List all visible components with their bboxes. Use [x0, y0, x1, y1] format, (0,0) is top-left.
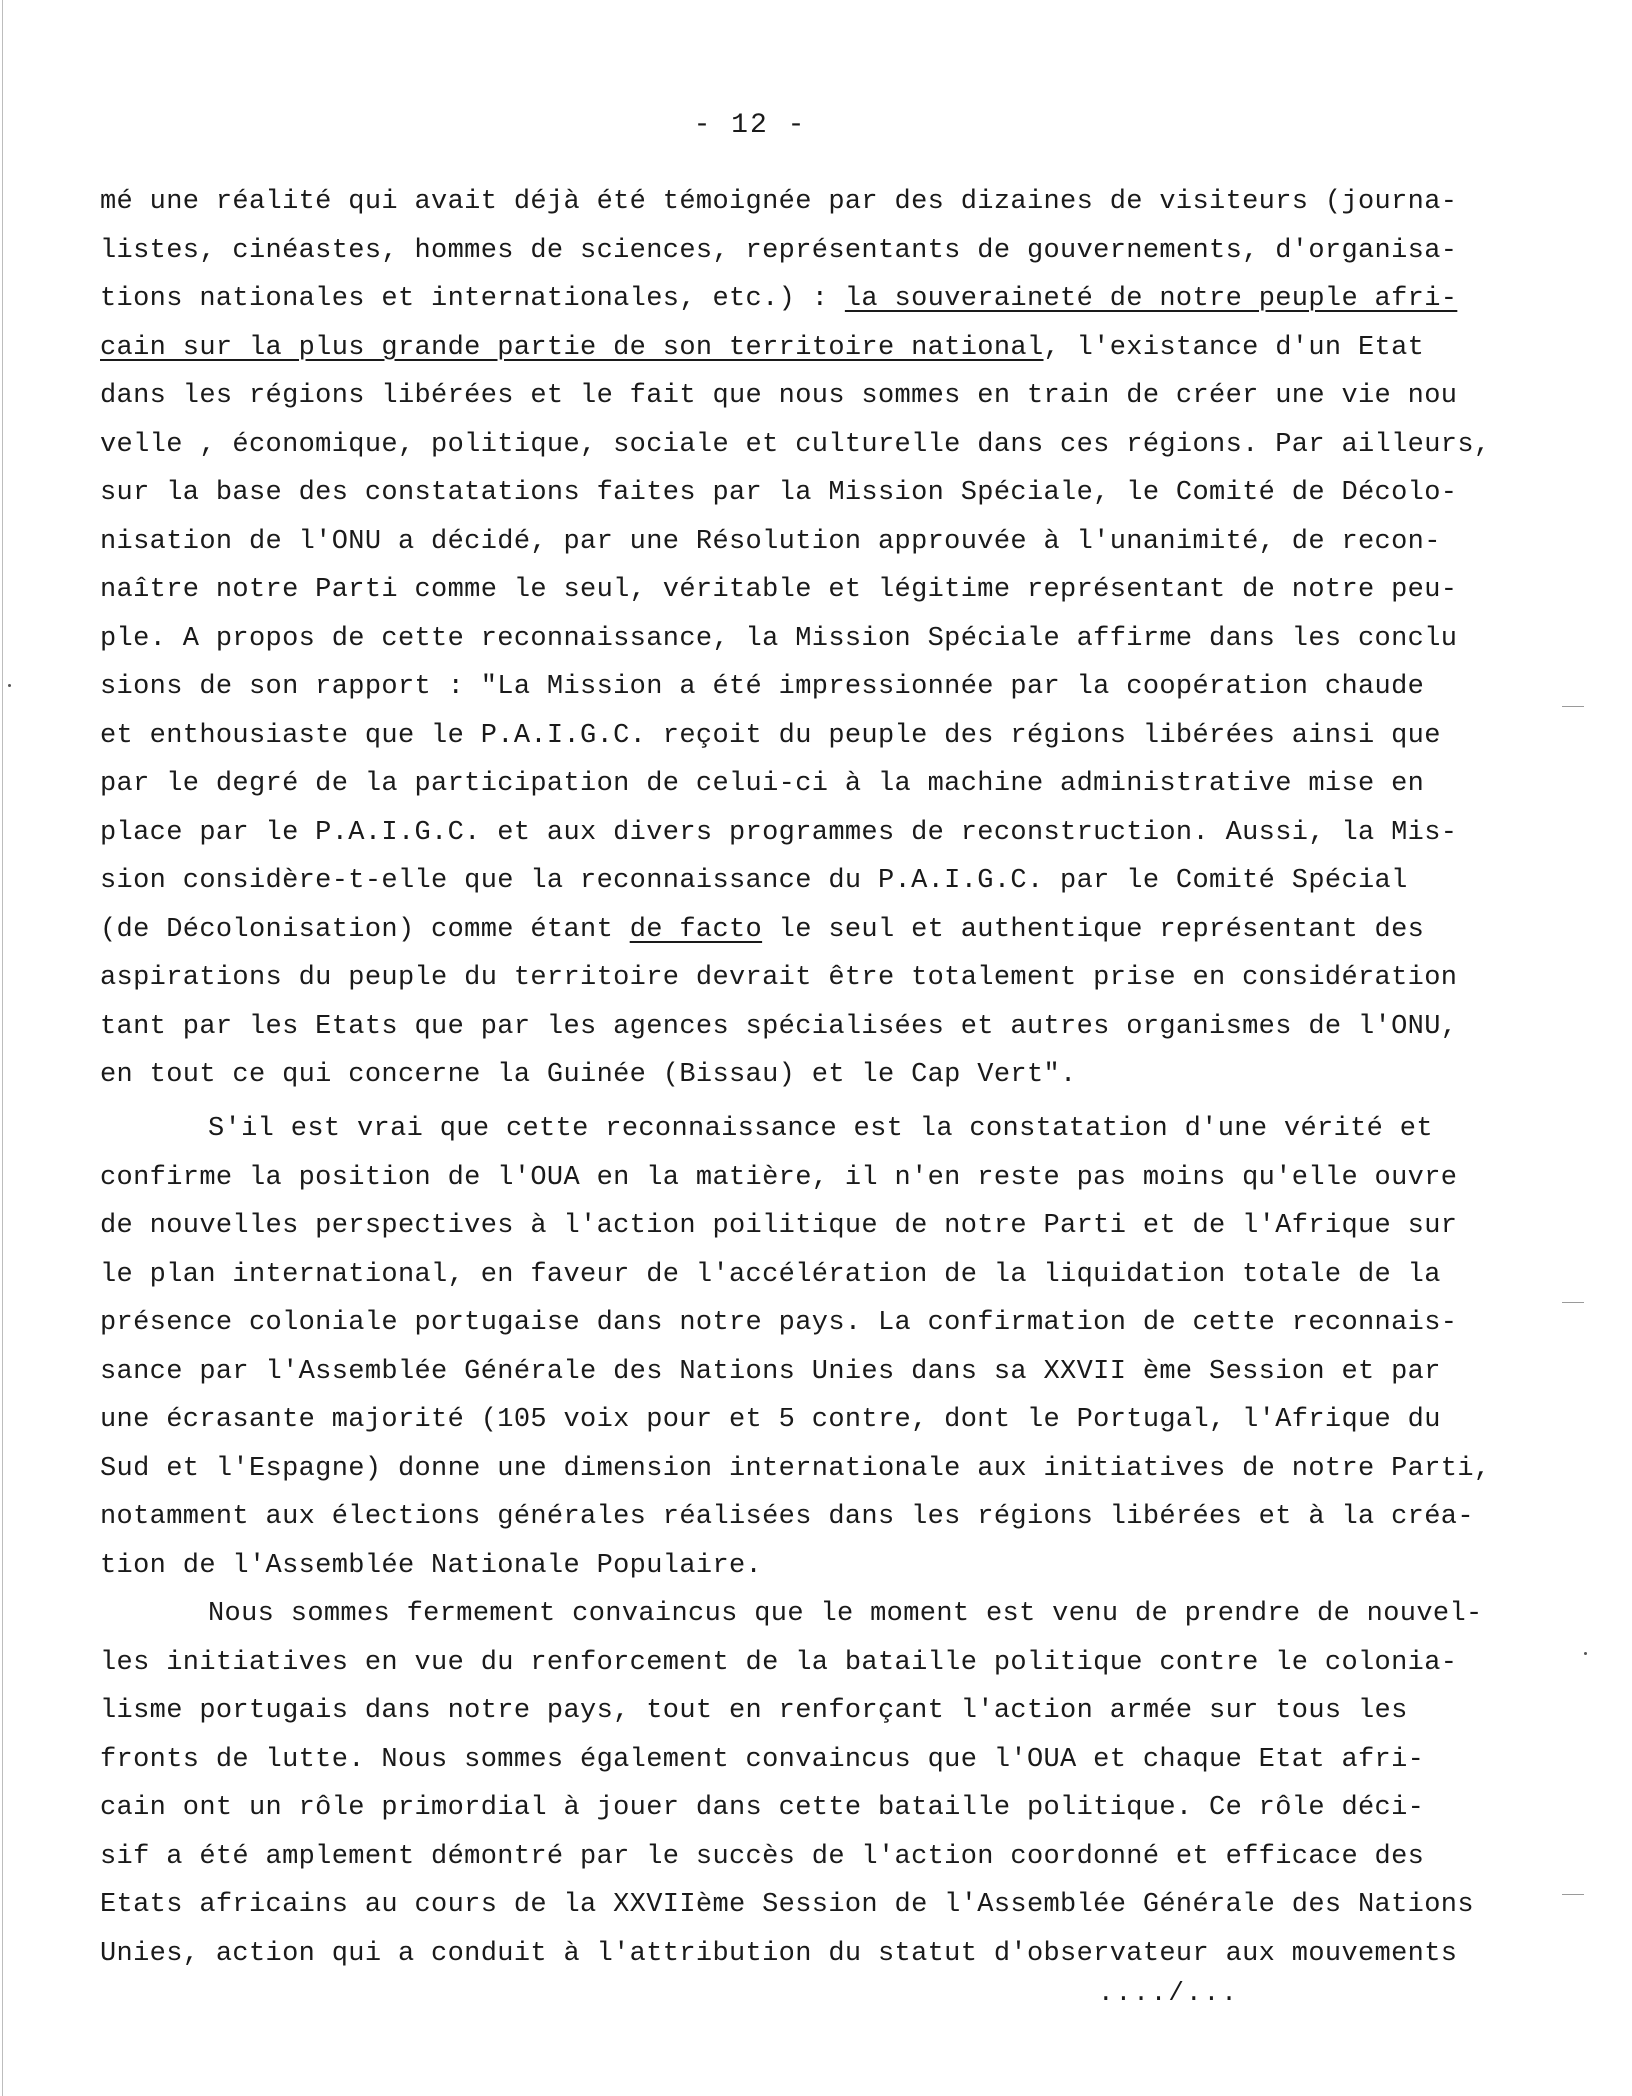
text-line [100, 1736, 1480, 1785]
text-segment: sance par l'Assemblée Générale des Nations Unies dans sa XXVII ème Session et par [100, 1356, 1441, 1387]
scan-dot [8, 684, 11, 687]
scan-speck [1562, 1894, 1584, 1895]
scan-dot [1584, 1652, 1587, 1655]
text-segment: les initiatives en vue du renforcement de la bataille politique contre le colonia- [100, 1647, 1458, 1678]
text-line [100, 1542, 1480, 1591]
text-segment: le seul et authentique représentant des [762, 914, 1425, 945]
text-segment: et enthousiaste que le P.A.I.G.C. reçoit du peuple des régions libérées ainsi que [100, 720, 1441, 751]
text-segment: tion de l'Assemblée Nationale Populaire. [100, 1550, 763, 1581]
text-segment: place par le P.A.I.G.C. et aux divers programmes de reconstruction. Aussi, la Mis- [100, 817, 1458, 848]
paragraph-3 [100, 1590, 1483, 1978]
text-segment: sif a été amplement démontré par le succès de l'action coordonné et efficace des [100, 1841, 1425, 1872]
text-segment: , l'existance d'un Etat [1043, 332, 1425, 363]
text-segment: tions nationales et internationales, etc.) : [100, 284, 845, 314]
text-line [100, 1687, 1480, 1736]
scan-speck [1562, 706, 1584, 707]
text-line [100, 1639, 1480, 1688]
text-line [100, 469, 1480, 518]
text-line [100, 1881, 1480, 1930]
text-line [100, 1105, 1480, 1154]
text-segment: ple. A propos de cette reconnaissance, la Mission Spéciale affirme dans les conclu [100, 623, 1458, 654]
text-segment: velle , économique, politique, sociale et culturelle dans ces régions. Par ailleurs, [100, 429, 1491, 460]
underlined-text: cain sur la plus grande partie de son territoire national [100, 332, 1044, 363]
page-number: - 12 - [693, 110, 807, 141]
text-line [100, 615, 1480, 664]
text-line [100, 1348, 1480, 1397]
text-segment: sion considère-t-elle que la reconnaissance du P.A.I.G.C. par le Comité Spécial [100, 866, 1408, 896]
scan-speck [1562, 1302, 1584, 1303]
text-line [100, 1299, 1480, 1348]
text-line [100, 421, 1491, 470]
text-line [100, 954, 1480, 1003]
text-segment: aspirations du peuple du territoire devrait être totalement prise en considération [100, 963, 1458, 993]
text-segment: par le degré de la participation de celui-ci à la machine administrative mise en [100, 769, 1425, 799]
text-segment: cain ont un rôle primordial à jouer dans cette bataille politique. Ce rôle déci- [100, 1793, 1425, 1823]
text-segment: fronts de lutte. Nous sommes également convaincus que l'OUA et chaque Etat afri- [100, 1744, 1425, 1775]
text-line [100, 1251, 1480, 1300]
text-line [100, 1930, 1480, 1979]
text-line [100, 518, 1480, 567]
text-line [100, 1784, 1480, 1833]
text-line [100, 178, 1480, 227]
text-line [100, 1396, 1480, 1445]
text-segment: une écrasante majorité (105 voix pour et 5 contre, dont le Portugal, l'Afrique du [100, 1405, 1441, 1435]
text-line [100, 324, 1480, 373]
text-line [100, 1493, 1480, 1542]
text-line [100, 906, 1480, 955]
continuation-mark: ..../... [1098, 1978, 1239, 2008]
text-segment: en tout ce qui concerne la Guinée (Bissau) et le Cap Vert". [100, 1060, 1077, 1090]
paragraph-2 [100, 1105, 1491, 1590]
underlined-text: la souveraineté de notre peuple afri- [844, 284, 1458, 314]
text-line [100, 712, 1480, 761]
text-line [100, 663, 1480, 712]
text-segment: tant par les Etats que par les agences spécialisées et autres organismes de l'ONU, [100, 1011, 1458, 1042]
text-line [100, 1051, 1480, 1100]
text-segment: confirme la position de l'OUA en la matière, il n'en reste pas moins qu'elle ouvre [100, 1162, 1458, 1193]
text-line [100, 1833, 1480, 1882]
text-segment: sions de son rapport : "La Mission a été impressionnée par la coopération chaude [100, 672, 1425, 702]
text-line [100, 1590, 1483, 1639]
text-segment: S'il est vrai que cette reconnaissance est la constatation d'une vérité et [208, 1114, 1433, 1144]
text-segment: naître notre Parti comme le seul, véritable et légitime représentant de notre peu- [100, 575, 1458, 605]
text-line [100, 1154, 1480, 1203]
text-segment: présence coloniale portugaise dans notre pays. La confirmation de cette reconnais- [100, 1308, 1458, 1338]
text-line [100, 275, 1480, 324]
text-segment: listes, cinéastes, hommes de sciences, représentants de gouvernements, d'organisa- [100, 235, 1458, 266]
text-line [100, 1202, 1480, 1251]
underlined-text: de facto [629, 914, 763, 945]
text-line [100, 227, 1480, 276]
text-segment: (de Décolonisation) comme étant [100, 914, 630, 945]
text-segment: sur la base des constatations faites par la Mission Spéciale, le Comité de Décolo- [100, 478, 1458, 508]
text-segment: notamment aux élections générales réalisées dans les régions libérées et à la créa- [100, 1502, 1474, 1532]
scan-margin-edge [2, 0, 3, 2096]
text-segment: Etats africains au cours de la XXVIIème Session de l'Assemblée Générale des Nations [100, 1890, 1474, 1920]
text-line [100, 1445, 1491, 1494]
text-line [100, 760, 1480, 809]
text-segment: de nouvelles perspectives à l'action poilitique de notre Parti et de l'Afrique sur [100, 1211, 1458, 1241]
text-segment: nisation de l'ONU a décidé, par une Résolution approuvée à l'unanimité, de recon- [100, 526, 1441, 557]
text-segment: mé une réalité qui avait déjà été témoignée par des dizaines de visiteurs (journa- [100, 187, 1458, 217]
text-segment: dans les régions libérées et le fait que nous sommes en train de créer une vie nou [100, 381, 1458, 411]
text-line [100, 809, 1480, 858]
paragraph-1 [100, 178, 1491, 1100]
text-segment: lisme portugais dans notre pays, tout en renforçant l'action armée sur tous les [100, 1696, 1408, 1726]
text-segment: le plan international, en faveur de l'accélération de la liquidation totale de la [100, 1259, 1441, 1290]
text-line [100, 1003, 1480, 1052]
text-segment: Nous sommes fermement convaincus que le moment est venu de prendre de nouvel- [208, 1599, 1483, 1629]
text-line [100, 566, 1480, 615]
text-line [100, 372, 1480, 421]
text-segment: Sud et l'Espagne) donne une dimension internationale aux initiatives de notre Parti, [100, 1453, 1491, 1484]
text-line [100, 857, 1480, 906]
text-segment: Unies, action qui a conduit à l'attribution du statut d'observateur aux mouvements [100, 1938, 1458, 1969]
